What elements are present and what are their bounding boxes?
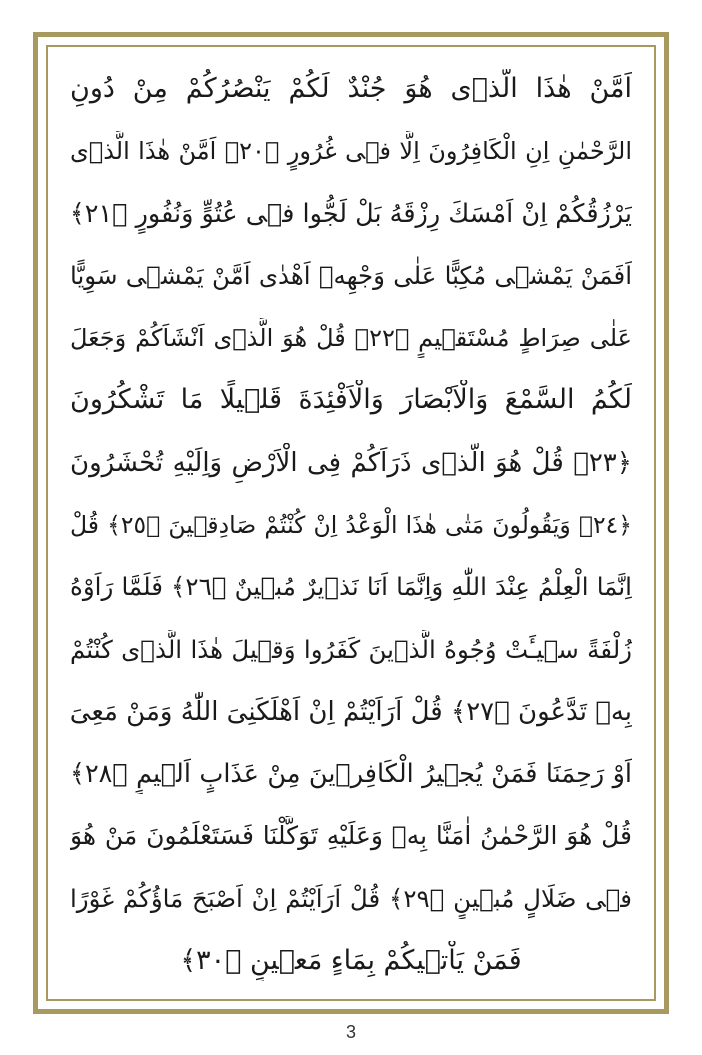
- text-line-3: يَرْزُقُكُمْ اِنْ اَمْسَكَ رِزْقَهُ بَلْ لَجُّوا فٖى عُتُوٍّ وَنُفُورٍ ﴿٢١﴾: [70, 198, 632, 229]
- page-border-inner: [46, 45, 656, 1001]
- text-line-10: زُلْفَةً سٖيـَٔتْ وُجُوهُ الَّذٖينَ كَفَرُوا وَقٖيلَ هٰذَا الَّذٖى كُنْتُمْ: [70, 634, 632, 664]
- text-line-9: اِنَّمَا الْعِلْمُ عِنْدَ اللّٰهِ وَاِنَّمَا اَنَا نَذٖيرٌ مُبٖينٌ ﴿٢٦﴾ فَلَمَّا رَاَوْهُ: [70, 572, 632, 602]
- page-border-outer: [33, 32, 669, 1014]
- text-line-15: فَمَنْ يَاْتٖيكُمْ بِمَاءٍ مَعٖينٍ ﴿٣٠﴾: [180, 944, 522, 976]
- text-line-11: بِهٖ تَدَّعُونَ ﴿٢٧﴾ قُلْ اَرَاَيْتُمْ اِنْ اَهْلَكَنِىَ اللّٰهُ وَمَنْ مَعِىَ: [70, 696, 632, 727]
- text-line-7: ﴿٢٣﴾ قُلْ هُوَ الَّذٖى ذَرَاَكُمْ فِى الْاَرْضِ وَاِلَيْهِ تُحْشَرُونَ: [70, 447, 632, 478]
- text-line-12: اَوْ رَحِمَنَا فَمَنْ يُجٖيرُ الْكَافِرٖينَ مِنْ عَذَابٍ اَلٖيمٍ ﴿٢٨﴾: [70, 759, 632, 790]
- text-line-4: اَفَمَنْ يَمْشٖى مُكِبًّا عَلٰى وَجْهِهٖ اَهْدٰى اَمَّنْ يَمْشٖى سَوِيًّا: [70, 260, 632, 290]
- text-line-1: اَمَّنْ هٰذَا الَّذٖى هُوَ جُنْدٌ لَكُمْ يَنْصُرُكُمْ مِنْ دُونِ: [70, 73, 632, 104]
- text-line-5: عَلٰى صِرَاطٍ مُسْتَقٖيمٍ ﴿٢٢﴾ قُلْ هُوَ الَّذٖى اَنْشَاَكُمْ وَجَعَلَ: [70, 324, 632, 353]
- text-line-8: ﴿٢٤﴾ وَيَقُولُونَ مَتٰى هٰذَا الْوَعْدُ اِنْ كُنْتُمْ صَادِقٖينَ ﴿٢٥﴾ قُلْ: [70, 510, 632, 539]
- text-line-6: لَكُمُ السَّمْعَ وَالْاَبْصَارَ وَالْاَفْئِدَةَ قَلٖيلًا مَا تَشْكُرُونَ: [70, 384, 632, 416]
- text-line-2: الرَّحْمٰنِ اِنِ الْكَافِرُونَ اِلَّا فٖى غُرُورٍ ﴿٢٠﴾ اَمَّنْ هٰذَا الَّذٖى: [70, 137, 632, 166]
- text-line-14: فٖى ضَلَالٍ مُبٖينٍ ﴿٢٩﴾ قُلْ اَرَاَيْتُمْ اِنْ اَصْبَحَ مَاؤُكُمْ غَوْرًا: [70, 883, 632, 913]
- text-line-13: قُلْ هُوَ الرَّحْمٰنُ اٰمَنَّا بِهٖ وَعَلَيْهِ تَوَكَّلْنَا فَسَتَعْلَمُونَ مَنْ هُوَ: [70, 821, 632, 851]
- quran-text-block: [70, 69, 632, 981]
- page-number: 3: [345, 1022, 356, 1042]
